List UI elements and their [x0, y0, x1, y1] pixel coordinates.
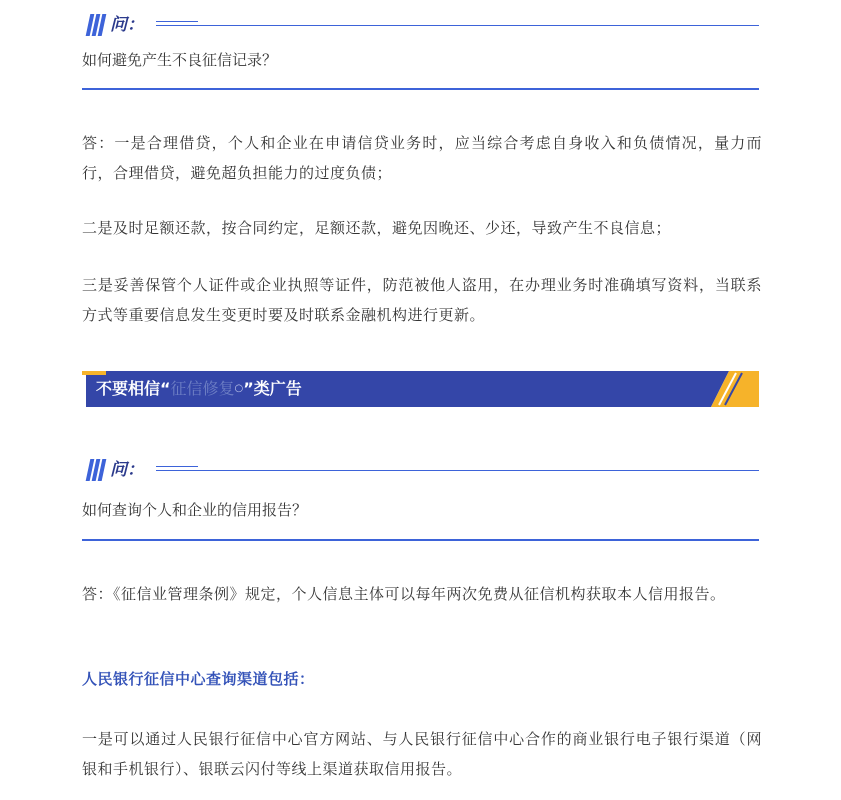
- channel-paragraph: 一是可以通过人民银行征信中心官方网站、与人民银行征信中心合作的商业银行电子银行渠道（网银和手机银行）、银联云闪付等线上渠道获取信用报告。: [82, 730, 762, 778]
- banner-title-highlight: 征信修复: [170, 379, 235, 398]
- banner-title: [96, 371, 302, 407]
- divider: [82, 88, 759, 90]
- header-rule-long: [156, 470, 759, 471]
- answer-paragraph: 二是及时足额还款，按合同约定，足额还款，避免因晚还、少还，导致产生不良信息；: [82, 219, 672, 237]
- answer-paragraph: 答：《征信业管理条例》规定，个人信息主体可以每年两次免费从征信机构获取本人信用报告。: [82, 585, 726, 603]
- banner-title-suffix: ”类广告: [243, 379, 302, 398]
- question-text-1: 如何避免产生不良征信记录？: [82, 51, 278, 69]
- question-header-1: [86, 12, 759, 42]
- section-banner: [82, 371, 759, 407]
- header-rule-short: [156, 466, 198, 467]
- channels-subheading: 人民银行征信中心查询渠道包括：: [82, 670, 315, 688]
- question-label: 问：: [110, 15, 144, 35]
- question-text-2: 如何查询个人和企业的信用报告？: [82, 501, 308, 519]
- banner-title-mark: ○: [234, 383, 244, 394]
- stripes-icon: [86, 459, 106, 481]
- header-rule-long: [156, 25, 759, 26]
- question-label: 问：: [110, 460, 144, 480]
- banner-title-prefix: 不要相信“: [96, 379, 171, 398]
- answer-paragraph: 三是妥善保管个人证件或企业执照等证件，防范被他人盗用，在办理业务时准确填写资料，当联系方式等重要信息发生变更时要及时联系金融机构进行更新。: [82, 276, 762, 324]
- divider: [82, 539, 759, 541]
- answer-paragraph: 答：一是合理借贷，个人和企业在申请信贷业务时，应当综合考虑自身收入和负债情况，量力而行，合理借贷，避免超负担能力的过度负债；: [82, 134, 762, 182]
- question-header-2: [86, 457, 759, 487]
- stripes-icon: [86, 14, 106, 36]
- header-rule-short: [156, 21, 198, 22]
